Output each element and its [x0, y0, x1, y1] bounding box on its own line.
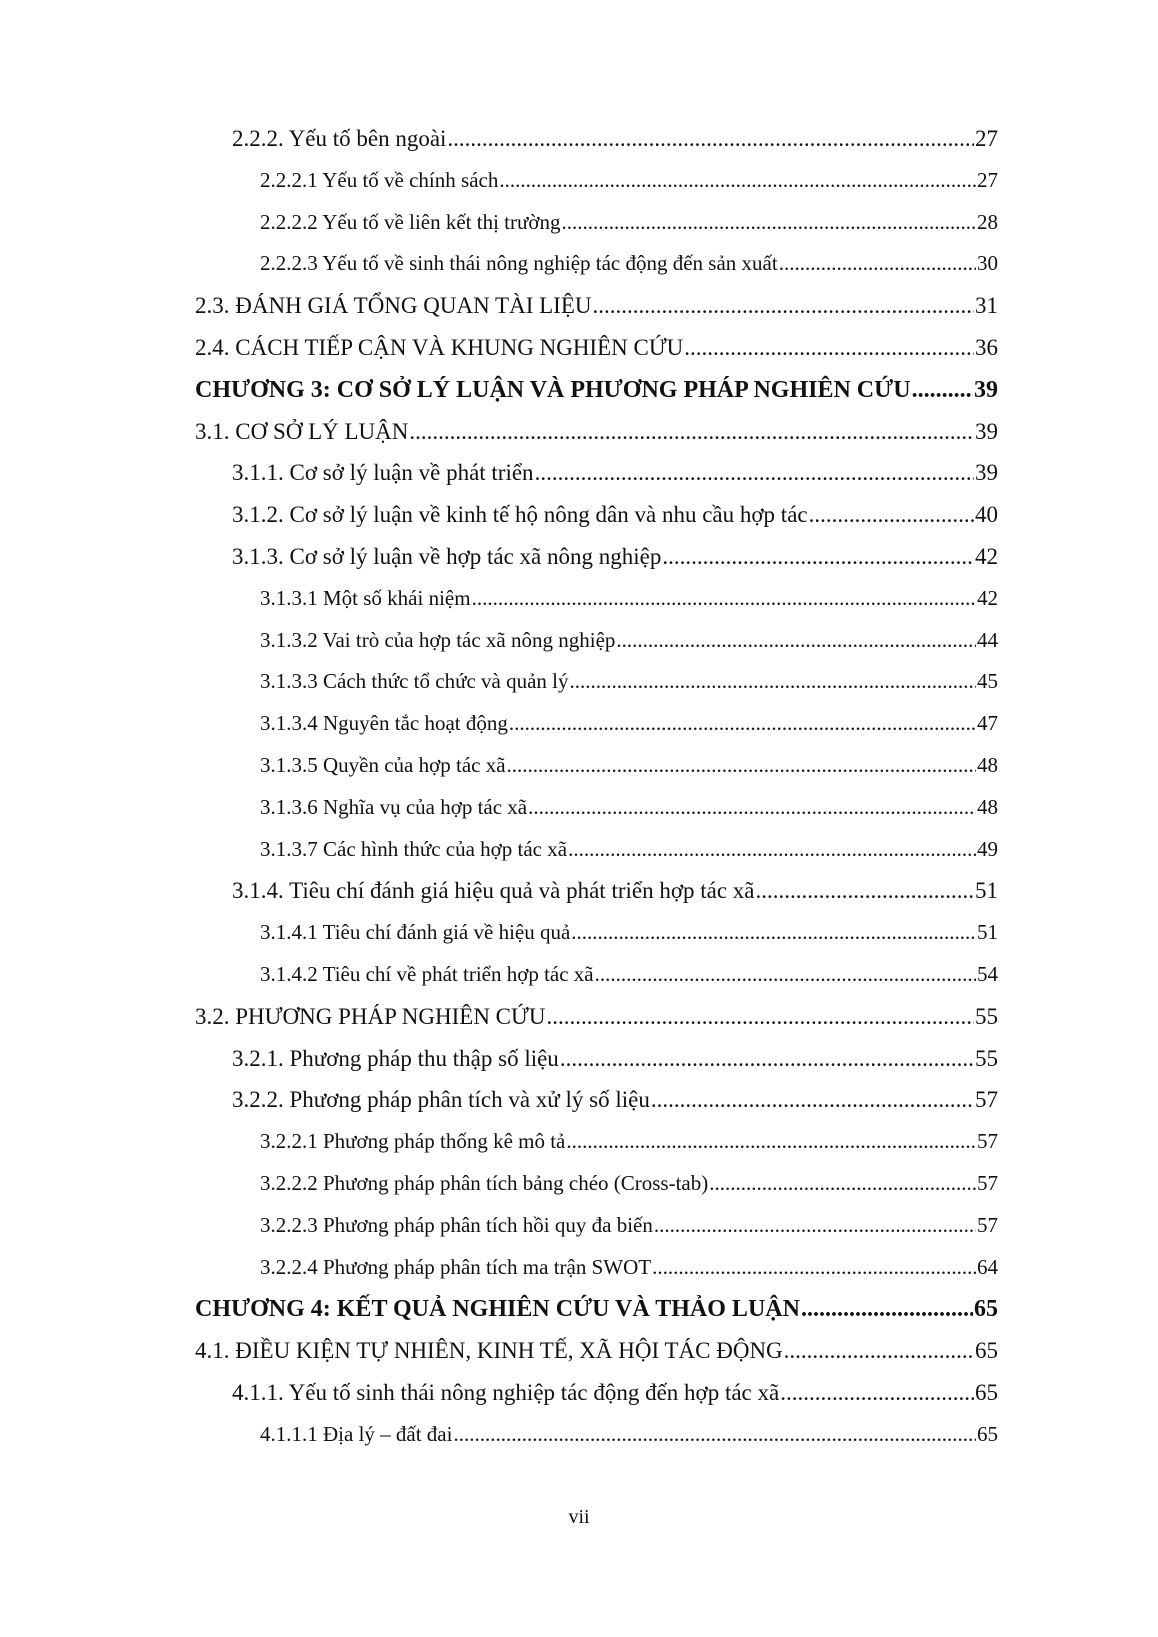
toc-entry[interactable] — [232, 1087, 998, 1113]
toc-entry[interactable] — [260, 753, 998, 778]
toc-leader-dots — [654, 1213, 976, 1238]
toc-entry-page: 45 — [977, 669, 998, 694]
toc-entry[interactable] — [195, 419, 998, 445]
toc-entry-page: 65 — [975, 1338, 998, 1364]
toc-entry-page: 44 — [977, 627, 998, 652]
toc-leader-dots — [593, 293, 975, 319]
toc-entry[interactable] — [260, 1255, 998, 1280]
toc-entry-label: 2.4. CÁCH TIẾP CẬN VÀ KHUNG NGHIÊN CỨU — [195, 335, 684, 360]
toc-entry[interactable] — [260, 1213, 998, 1238]
toc-entry[interactable] — [195, 335, 998, 361]
toc-entry-page: 65 — [977, 1421, 998, 1446]
toc-entry-page: 39 — [974, 376, 998, 403]
toc-entry-label: 3.1.3.5 Quyền của hợp tác xã — [260, 753, 506, 777]
toc-entry[interactable] — [232, 544, 998, 570]
toc-entry-label: 2.2.2.1 Yếu tố về chính sách — [260, 167, 499, 192]
toc-entry-label: 2.3. ĐÁNH GIÁ TỔNG QUAN TÀI LIỆU — [195, 293, 592, 319]
toc-entry-label: 3.1.3.3 Cách thức tổ chức và quản lý — [260, 669, 569, 694]
toc-entry-page: 57 — [975, 1087, 998, 1113]
toc-entry-page: 48 — [977, 794, 998, 819]
toc-entry[interactable] — [260, 1171, 998, 1196]
toc-entry[interactable] — [232, 1380, 998, 1406]
toc-entry-page: 42 — [977, 585, 998, 610]
toc-entry-label: 3.1. CƠ SỞ LÝ LUẬN — [195, 418, 409, 444]
toc-entry-page: 28 — [977, 209, 998, 234]
toc-entry[interactable] — [260, 168, 998, 193]
toc-entry[interactable] — [260, 795, 998, 820]
toc-leader-dots — [409, 419, 974, 445]
toc-entry[interactable] — [232, 878, 998, 904]
toc-entry[interactable] — [232, 1046, 998, 1072]
toc-entry-page: 42 — [975, 544, 998, 569]
toc-entry[interactable] — [232, 460, 998, 486]
toc-leader-dots — [562, 210, 977, 235]
toc-entry-page: 48 — [977, 753, 998, 777]
toc-leader-dots — [651, 1087, 974, 1113]
toc-leader-dots — [509, 711, 976, 736]
toc-entry-page: 40 — [975, 502, 998, 528]
toc-entry-page: 49 — [977, 836, 998, 861]
toc-entry-page: 57 — [977, 1212, 998, 1237]
toc-entry[interactable] — [260, 962, 998, 987]
toc-entry-page: 27 — [975, 126, 998, 151]
toc-entry-label: 4.1. ĐIỀU KIỆN TỰ NHIÊN, KINH TẾ, XÃ HỘI TÁC ĐỘNG — [195, 1338, 783, 1364]
toc-entry[interactable] — [260, 586, 998, 611]
toc-leader-dots — [684, 335, 974, 361]
toc-leader-dots — [784, 1338, 974, 1364]
toc-entry-label: 3.2.2. Phương pháp phân tích và xử lý số liệu — [232, 1087, 650, 1113]
toc-entry-page: 64 — [977, 1254, 998, 1279]
toc-leader-dots — [560, 1046, 974, 1072]
toc-entry[interactable] — [260, 210, 998, 235]
toc-entry-label: CHƯƠNG 4: KẾT QUẢ NGHIÊN CỨU VÀ THẢO LUẬN — [195, 1296, 800, 1323]
toc-entry-page: 27 — [977, 167, 998, 192]
toc-entry-page: 57 — [977, 1171, 998, 1195]
toc-leader-dots — [662, 544, 974, 570]
toc-leader-dots — [453, 1422, 976, 1447]
toc-leader-dots — [447, 126, 974, 152]
toc-entry-page: 51 — [975, 878, 998, 904]
toc-entry-label: 3.2.2.4 Phương pháp phân tích ma trận SWOT — [260, 1254, 652, 1279]
page-number: vii — [568, 1506, 590, 1528]
toc-leader-dots — [499, 168, 976, 193]
toc-entry-page: 51 — [977, 920, 998, 945]
toc-entry-page: 36 — [975, 335, 998, 360]
toc-entry-label: 2.2.2.3 Yếu tố về sinh thái nông nghiệp tác động đến sản xuất — [260, 251, 778, 276]
toc-entry-label: 3.2.2.3 Phương pháp phân tích hồi quy đa biến — [260, 1212, 653, 1237]
toc-leader-dots — [756, 878, 974, 904]
toc-entry-label: 3.1.2. Cơ sở lý luận về kinh tế hộ nông dân và nhu cầu hợp tác — [232, 502, 808, 528]
toc-entry-label: 3.2. PHƯƠNG PHÁP NGHIÊN CỨU — [195, 1003, 546, 1029]
toc-entry[interactable] — [232, 126, 998, 152]
toc-entry-page: 39 — [975, 418, 998, 444]
toc-entry[interactable] — [195, 1004, 998, 1030]
toc-entry-page: 47 — [977, 711, 998, 736]
toc-entry[interactable] — [260, 251, 998, 276]
toc-entry-label: 3.1.3.7 Các hình thức của hợp tác xã — [260, 836, 568, 861]
toc-entry-label: 4.1.1. Yếu tố sinh thái nông nghiệp tác động đến hợp tác xã — [232, 1380, 780, 1405]
toc-entry-label: 3.1.3. Cơ sở lý luận về hợp tác xã nông nghiệp — [232, 544, 662, 569]
toc-entry[interactable] — [260, 628, 998, 653]
toc-entry-label: 3.2.1. Phương pháp thu thập số liệu — [232, 1045, 559, 1071]
toc-leader-dots — [652, 1255, 976, 1280]
toc-entry[interactable] — [260, 837, 998, 862]
toc-leader-dots — [571, 920, 976, 945]
toc-entry-label: 3.1.4.1 Tiêu chí đánh giá về hiệu quả — [260, 920, 571, 945]
toc-entry-page: 30 — [977, 251, 998, 276]
toc-leader-dots — [528, 795, 976, 820]
toc-entry-label: 3.1.1. Cơ sở lý luận về phát triển — [232, 460, 534, 486]
toc-entry-label: CHƯƠNG 3: CƠ SỞ LÝ LUẬN VÀ PHƯƠNG PHÁP NGHIÊN CỨU — [195, 376, 911, 403]
toc-leader-dots — [809, 502, 974, 528]
toc-leader-dots — [709, 1171, 976, 1196]
toc-entry-page: 39 — [975, 460, 998, 486]
toc-leader-dots — [801, 1296, 973, 1323]
toc-entry-label: 3.1.3.1 Một số khái niệm — [260, 585, 471, 610]
toc-entry[interactable] — [260, 1129, 998, 1154]
toc-entry-label: 2.2.2. Yếu tố bên ngoài — [232, 126, 447, 151]
toc-leader-dots — [779, 251, 976, 276]
toc-leader-dots — [595, 962, 976, 987]
toc-entry[interactable] — [260, 920, 998, 945]
toc-entry[interactable] — [195, 293, 998, 319]
toc-leader-dots — [566, 1129, 976, 1154]
toc-leader-dots — [472, 586, 976, 611]
toc-entry-label: 3.1.3.4 Nguyên tắc hoạt động — [260, 711, 508, 736]
toc-leader-dots — [912, 377, 973, 404]
toc-entry[interactable] — [260, 711, 998, 736]
toc-leader-dots — [546, 1004, 974, 1030]
toc-leader-dots — [535, 460, 974, 486]
toc-leader-dots — [570, 669, 976, 694]
toc-entry-label: 3.2.2.1 Phương pháp thống kê mô tả — [260, 1129, 566, 1154]
toc-entry-page: 65 — [974, 1296, 998, 1323]
toc-entry[interactable] — [260, 669, 998, 694]
toc-entry-label: 3.1.3.6 Nghĩa vụ của hợp tác xã — [260, 794, 528, 819]
toc-leader-dots — [780, 1380, 974, 1406]
toc-entry-page: 54 — [977, 962, 998, 986]
toc-entry-page: 65 — [975, 1380, 998, 1405]
toc-entry-page: 55 — [975, 1003, 998, 1029]
toc-leader-dots — [568, 837, 976, 862]
toc-entry-page: 55 — [975, 1045, 998, 1071]
toc-entry[interactable] — [195, 1338, 998, 1364]
toc-entry[interactable] — [195, 1296, 998, 1323]
toc-entry-label: 3.1.3.2 Vai trò của hợp tác xã nông nghiệp — [260, 627, 616, 652]
toc-entry-label: 3.1.4.2 Tiêu chí về phát triển hợp tác xã — [260, 962, 594, 986]
toc-entry[interactable] — [260, 1422, 998, 1447]
toc-entry[interactable] — [232, 502, 998, 528]
toc-entry-page: 57 — [977, 1129, 998, 1154]
toc-entry-label: 2.2.2.2 Yếu tố về liên kết thị trường — [260, 209, 561, 234]
toc-entry-page: 31 — [975, 293, 998, 319]
toc-entry-label: 4.1.1.1 Địa lý – đất đai — [260, 1421, 453, 1446]
toc-entry[interactable] — [195, 377, 998, 404]
toc-leader-dots — [616, 628, 976, 653]
toc-leader-dots — [507, 753, 976, 778]
toc-entry-label: 3.2.2.2 Phương pháp phân tích bảng chéo (Cross-tab) — [260, 1171, 709, 1195]
toc-entry-label: 3.1.4. Tiêu chí đánh giá hiệu quả và phát triển hợp tác xã — [232, 878, 755, 904]
